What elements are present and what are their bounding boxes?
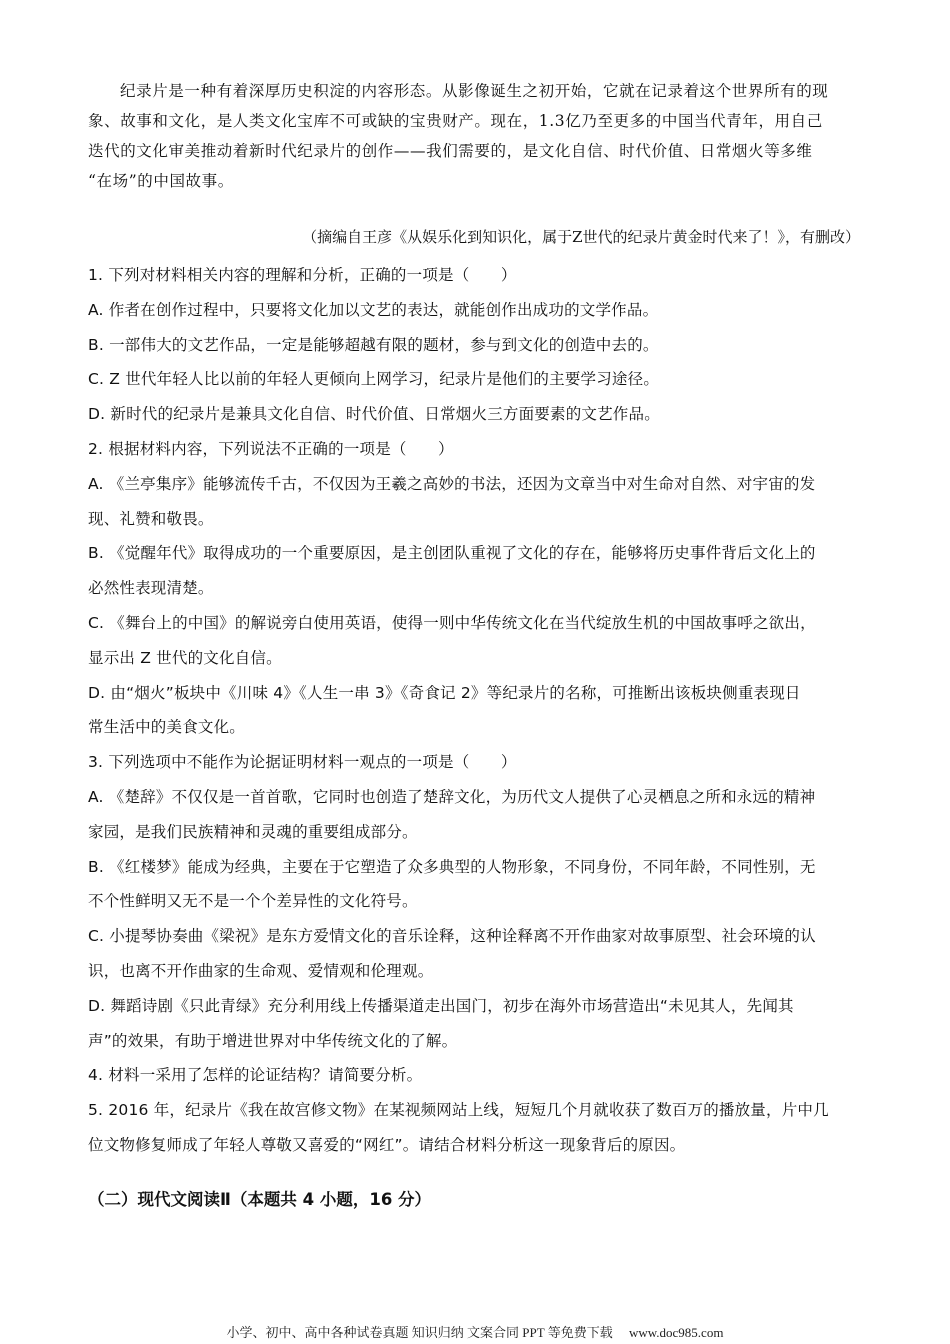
option-line: A. 《兰亭集序》能够流传千古，不仅因为王羲之高妙的书法，还因为文章当中对生命对自然、对宇宙的发 bbox=[88, 474, 816, 493]
question-stem: 1. 下列对材料相关内容的理解和分析，正确的一项是（ ） bbox=[88, 266, 517, 284]
option-line: 识，也离不开作曲家的生命观、爱情观和伦理观。 bbox=[88, 961, 434, 980]
answer-option bbox=[88, 606, 864, 676]
option-line: C. 《舞台上的中国》的解说旁白使用英语，使得一则中华传统文化在当代绽放生机的中国故事呼之欲出， bbox=[88, 613, 816, 632]
question-stem: 3. 下列选项中不能作为论据证明材料一观点的一项是（ ） bbox=[88, 753, 517, 772]
question-stem: 5. 2016 年，纪录片《我在故宫修文物》在某视频网站上线，短短几个月就收获了数百万的播放量，片中几 bbox=[88, 1101, 829, 1120]
answer-option bbox=[88, 328, 864, 363]
question-stem: 位文物修复师成了年轻人尊敬又喜爱的“网红”。请结合材料分析这一现象背后的原因。 bbox=[88, 1135, 686, 1154]
question-list bbox=[88, 258, 864, 1163]
answer-option bbox=[88, 293, 864, 328]
option-line: D. 新时代的纪录片是兼具文化自信、时代价值、日常烟火三方面要素的文艺作品。 bbox=[88, 405, 660, 424]
answer-option bbox=[88, 362, 864, 397]
intro-paragraph bbox=[88, 76, 868, 196]
option-line: C. Z 世代年轻人比以前的年轻人更倾向上网学习，纪录片是他们的主要学习途径。 bbox=[88, 370, 660, 389]
intro-line: 象、故事和文化，是人类文化宝库不可或缺的宝贵财产。现在，1.3亿乃至更多的中国当代青年，用自己 bbox=[88, 112, 823, 130]
answer-option bbox=[88, 467, 864, 537]
option-line: 声”的效果，有助于增进世界对中华传统文化的了解。 bbox=[88, 1031, 458, 1050]
option-line: 现、礼赞和敬畏。 bbox=[88, 509, 214, 528]
question-1 bbox=[88, 258, 864, 432]
option-line: D. 舞蹈诗剧《只此青绿》充分利用线上传播渠道走出国门，初步在海外市场营造出“未见其人，先闻其 bbox=[88, 996, 794, 1015]
option-line: A. 《楚辞》不仅仅是一首首歌，它同时也创造了楚辞文化，为历代文人提供了心灵栖息之所和永远的精神 bbox=[88, 787, 816, 806]
option-line: 家园，是我们民族精神和灵魂的重要组成部分。 bbox=[88, 822, 418, 841]
answer-option bbox=[88, 780, 864, 850]
answer-option bbox=[88, 536, 864, 606]
question-stem: 2. 根据材料内容，下列说法不正确的一项是（ ） bbox=[88, 439, 454, 458]
section-heading: （二）现代文阅读Ⅱ（本题共 4 小题，16 分） bbox=[88, 1190, 432, 1209]
option-line: 显示出 Z 世代的文化自信。 bbox=[88, 648, 282, 667]
question-4 bbox=[88, 1058, 864, 1093]
option-line: A. 作者在创作过程中，只要将文化加以文艺的表达，就能创作出成功的文学作品。 bbox=[88, 300, 659, 319]
option-line: 必然性表现清楚。 bbox=[88, 579, 214, 598]
source-citation: （摘编自王彦《从娱乐化到知识化，属于Z世代的纪录片黄金时代来了！》，有删改） bbox=[302, 228, 860, 246]
question-5 bbox=[88, 1093, 864, 1163]
option-line: B. 《觉醒年代》取得成功的一个重要原因，是主创团队重视了文化的存在，能够将历史事件背后文化上的 bbox=[88, 544, 816, 563]
question-3 bbox=[88, 745, 864, 1058]
intro-line: 纪录片是一种有着深厚历史积淀的内容形态。从影像诞生之初开始，它就在记录着这个世界所有的现 bbox=[120, 82, 829, 100]
answer-option bbox=[88, 397, 864, 432]
answer-option bbox=[88, 919, 864, 989]
page-footer: 小学、初中、高中各种试卷真题 知识归纳 文案合同 PPT 等免费下载 www.doc985.com bbox=[226, 1325, 724, 1340]
option-line: 常生活中的美食文化。 bbox=[88, 718, 246, 737]
answer-option bbox=[88, 676, 864, 746]
option-line: B. 一部伟大的文艺作品，一定是能够超越有限的题材，参与到文化的创造中去的。 bbox=[88, 335, 659, 354]
option-line: 不个性鲜明又无不是一个个差异性的文化符号。 bbox=[88, 892, 418, 911]
option-line: C. 小提琴协奏曲《梁祝》是东方爱情文化的音乐诠释，这种诠释离不开作曲家对故事原型、社会环境的认 bbox=[88, 927, 816, 946]
question-stem: 4. 材料一采用了怎样的论证结构？请简要分析。 bbox=[88, 1066, 423, 1085]
intro-line: “在场”的中国故事。 bbox=[88, 172, 234, 190]
answer-option bbox=[88, 850, 864, 920]
answer-option bbox=[88, 989, 864, 1059]
option-line: D. 由“烟火”板块中《川味 4》《人生一串 3》《奇食记 2》等纪录片的名称，可推断出该板块侧重表现日 bbox=[88, 683, 801, 702]
intro-line: 迭代的文化审美推动着新时代纪录片的创作——我们需要的，是文化自信、时代价值、日常烟火等多维 bbox=[88, 142, 813, 160]
question-2 bbox=[88, 432, 864, 745]
option-line: B. 《红楼梦》能成为经典，主要在于它塑造了众多典型的人物形象，不同身份，不同年龄，不同性别，无 bbox=[88, 857, 816, 876]
